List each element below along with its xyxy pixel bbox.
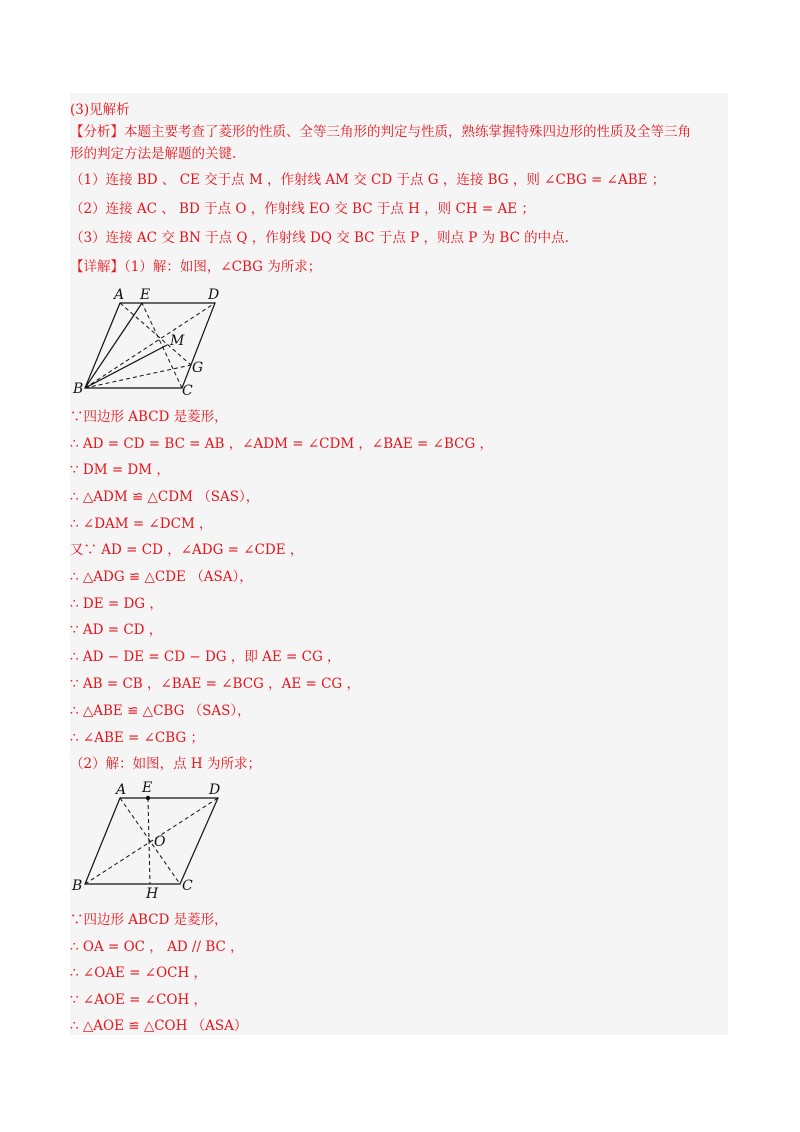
segment-BE <box>85 303 142 388</box>
solution-line: ∵ ∠AOE = ∠COH ， <box>70 992 208 1008</box>
solution-line: ∴ △AOE ≌ △COH （ASA） <box>70 1018 248 1034</box>
solution-line: 【详解】（1）解：如图，∠CBG 为所求； <box>70 259 322 275</box>
figure-2-rhombus <box>70 780 250 900</box>
solution-line: ∴ ∠DAM = ∠DCM ， <box>70 516 213 532</box>
label-H: H <box>146 886 159 900</box>
label-A: A <box>114 287 125 303</box>
label-G: G <box>192 360 204 376</box>
solution-line: ∴ △ADG ≌ △CDE （ASA）， <box>70 569 253 585</box>
solution-line: ∵ AD = CD ， <box>70 622 163 638</box>
solution-line: （2）连接 AC 、 BD 于点 O ，作射线 EO 交 BC 于点 H ，则 CH = AE ； <box>70 201 535 217</box>
solution-line: （2）解：如图，点 H 为所求； <box>70 756 261 772</box>
label-O: O <box>154 834 166 850</box>
solution-line: ∵ AB = CB ，∠BAE = ∠BCG ，AE = CG ， <box>70 676 361 692</box>
segment-BM <box>85 345 167 388</box>
dashed-BD <box>85 798 218 884</box>
solution-line: ∴ DE = DG ， <box>70 596 163 612</box>
label-C: C <box>182 383 193 395</box>
label-A: A <box>116 782 127 798</box>
label-B: B <box>73 381 84 395</box>
solution-line: 形的判定方法是解题的关键. <box>70 146 237 162</box>
label-C: C <box>182 878 193 894</box>
solution-line: (3)见解析 <box>70 102 130 118</box>
solution-line: ∵四边形 ABCD 是菱形， <box>70 409 228 425</box>
solution-line: ∵ DM = DM ， <box>70 462 170 478</box>
solution-line: ∴ ∠ABE = ∠CBG ； <box>70 730 204 746</box>
solution-line: 【分析】本题主要考查了菱形的性质、全等三角形的判定与性质，熟练掌握特殊四边形的性质及全等三角 <box>70 124 691 140</box>
solution-line: ∴ OA = OC ， AD // BC ， <box>70 939 244 955</box>
solution-line: ∴ AD − DE = CD − DG ，即 AE = CG ， <box>70 649 341 665</box>
label-E: E <box>142 780 153 796</box>
solution-line: ∴ △ABE ≌ △CBG （SAS）， <box>70 703 251 719</box>
label-D: D <box>208 287 220 303</box>
point-E-dot <box>146 796 150 800</box>
label-M: M <box>170 333 185 349</box>
dashed-BG <box>85 365 191 388</box>
label-B: B <box>72 878 83 894</box>
label-E: E <box>140 287 151 303</box>
solution-line: 又∵ AD = CD ，∠ADG = ∠CDE ， <box>70 542 304 558</box>
solution-line: ∵四边形 ABCD 是菱形， <box>70 912 228 928</box>
solution-line: ∴ AD = CD = BC = AB ，∠ADM = ∠CDM ，∠BAE = ∠BCG ， <box>70 436 494 452</box>
figure-1-rhombus <box>70 285 250 395</box>
solution-line: （1）连接 BD 、 CE 交于点 M ，作射线 AM 交 CD 于点 G ，连接 BG ，则 ∠CBG = ∠ABE ； <box>70 172 666 188</box>
solution-line: ∴ ∠OAE = ∠OCH ， <box>70 965 208 981</box>
label-D: D <box>209 782 221 798</box>
solution-line: （3）连接 AC 交 BN 于点 Q ，作射线 DQ 交 BC 于点 P ，则点 P 为 BC 的中点. <box>70 230 569 246</box>
solution-line: ∴ △ADM ≌ △CDM （SAS）， <box>70 489 260 505</box>
